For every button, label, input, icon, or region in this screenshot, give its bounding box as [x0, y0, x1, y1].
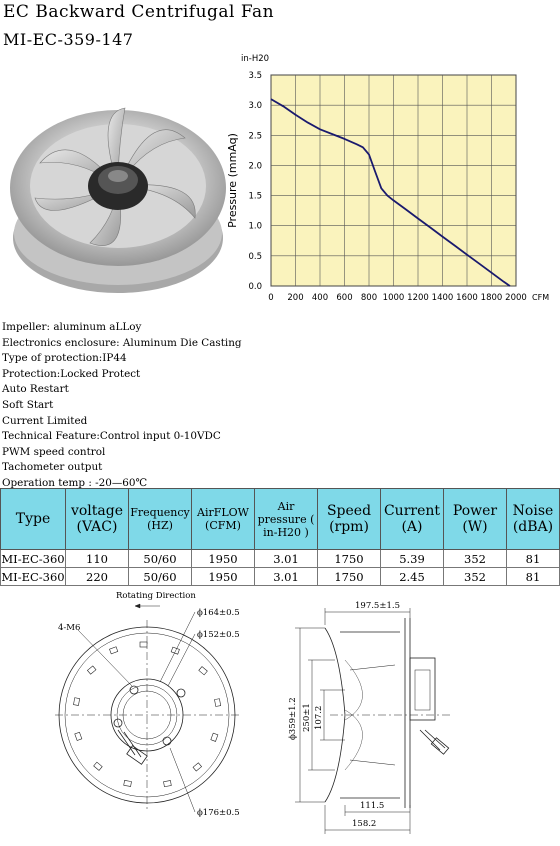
model-number: MI-EC-359-147 [3, 30, 134, 49]
cell: 50/60 [129, 550, 192, 568]
table-row [1, 568, 560, 586]
header-type: Type [1, 489, 66, 550]
x-tick-label: 0 [268, 293, 274, 303]
dim-d164: ϕ164±0.5 [197, 608, 240, 618]
dim-h250: 250±1 [302, 703, 312, 732]
cell: 110 [66, 550, 129, 568]
x-tick-label: 200 [287, 293, 304, 303]
spec-protection: Protection:Locked Protect [2, 367, 141, 380]
y-tick-label: 1.0 [248, 221, 262, 232]
y-tick-label: 2.5 [248, 131, 262, 142]
header-power: Power (W) [444, 489, 507, 550]
spec-auto-restart: Auto Restart [2, 383, 69, 396]
spec-tachometer: Tachometer output [2, 461, 103, 474]
header-speed: Speed (rpm) [318, 489, 381, 550]
x-tick-label: 800 [360, 293, 378, 303]
chart-plot-area [226, 54, 549, 303]
spec-pwm: PWM speed control [2, 445, 106, 458]
dim-w197: 197.5±1.5 [355, 601, 400, 611]
dimension-drawings [0, 590, 560, 846]
header-frequency: Frequency (HZ) [129, 489, 192, 550]
dim-w158: 158.2 [352, 819, 377, 829]
dim-h359: ϕ359±1.2 [288, 697, 298, 740]
spec-technical-feature: Technical Feature:Control input 0-10VDC [2, 430, 221, 443]
header-current: Current (A) [381, 489, 444, 550]
header-airflow: AirFLOW (CFM) [192, 489, 255, 550]
dim-w111: 111.5 [360, 801, 385, 811]
spec-impeller: Impeller: aluminum aLLoy [2, 321, 142, 333]
y-tick-label: 3.0 [248, 101, 262, 112]
cell: 352 [444, 550, 507, 568]
cell: MI-EC-360 [1, 569, 65, 584]
dim-d152: ϕ152±0.5 [197, 630, 240, 640]
cell: MI-EC-360 [1, 551, 65, 566]
x-tick-label: 400 [311, 293, 329, 303]
x-tick-label: 2000 [505, 293, 527, 303]
cell: 81 [507, 568, 560, 586]
table-row [1, 550, 560, 568]
y-axis-title: Pressure (mmAq) [226, 133, 239, 228]
cell: 3.01 [255, 568, 318, 586]
side-view-dimension-lines [295, 608, 410, 834]
cell: 352 [444, 568, 507, 586]
y-unit-top-label: in-H20 [241, 54, 270, 64]
front-view-drawing [55, 620, 240, 810]
side-view-drawing [325, 618, 450, 808]
rotating-direction-label: Rotating Direction [116, 591, 196, 601]
x-tick-label: 1800 [480, 293, 503, 303]
fan-photo [0, 68, 235, 303]
spec-list [2, 320, 242, 492]
spec-operation-temp: Operation temp : -20—60℃ [2, 476, 148, 489]
x-tick-label: 1000 [382, 293, 405, 303]
dim-h107: 107.2 [314, 705, 324, 730]
header-noise: Noise (dBA) [507, 489, 560, 550]
cell: 1750 [318, 568, 381, 586]
front-view-leaders [78, 604, 195, 812]
spec-protection-type: Type of protection:IP44 [2, 352, 127, 365]
spec-soft-start: Soft Start [2, 398, 54, 411]
header-air-pressure: Air pressure ( in-H20 ) [255, 489, 318, 550]
product-title: EC Backward Centrifugal Fan [3, 2, 275, 22]
y-tick-label: 0.5 [248, 251, 262, 262]
cell: 2.45 [381, 568, 444, 586]
x-unit-label: CFM [532, 293, 550, 302]
y-tick-label: 1.5 [248, 191, 262, 202]
cell: 3.01 [255, 550, 318, 568]
x-tick-label: 1200 [407, 293, 429, 303]
header-voltage: voltage (VAC) [66, 489, 129, 550]
x-tick-label: 1600 [456, 293, 478, 303]
cell: 1950 [192, 550, 255, 568]
pressure-flow-chart [215, 48, 560, 310]
dim-m6: 4-M6 [58, 623, 81, 633]
y-tick-label: 0.0 [248, 282, 262, 292]
dim-d176: ϕ176±0.5 [197, 808, 240, 818]
table-header-row [1, 489, 560, 550]
x-tick-label: 600 [336, 293, 353, 303]
cell: 220 [66, 568, 129, 586]
cell: 50/60 [129, 568, 192, 586]
y-tick-label: 3.5 [248, 71, 262, 81]
cell: 5.39 [381, 550, 444, 568]
y-tick-label: 2.0 [248, 161, 262, 172]
cell: 81 [507, 550, 560, 568]
spec-current-limited: Current Limited [2, 414, 88, 427]
performance-table [0, 488, 560, 586]
cell: 1950 [192, 568, 255, 586]
cell: 1750 [318, 550, 381, 568]
spec-enclosure: Electronics enclosure: Aluminum Die Casting [2, 336, 242, 349]
x-tick-label: 1400 [431, 293, 454, 303]
